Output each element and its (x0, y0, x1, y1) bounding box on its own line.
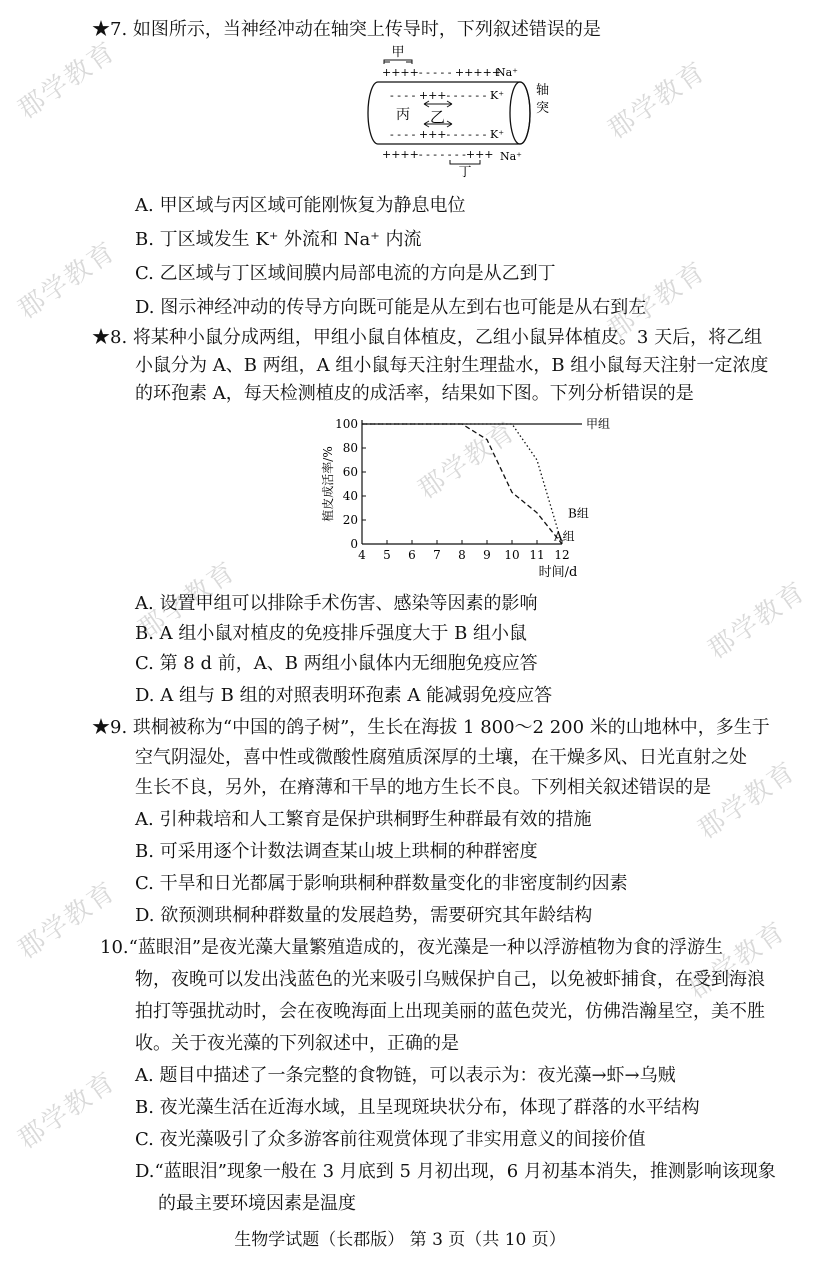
y-tick-label: 40 (342, 489, 358, 503)
legend-label-b: B组 (568, 506, 589, 521)
x-tick-label: 5 (383, 548, 391, 562)
x-tick-label: 6 (408, 548, 416, 562)
x-tick-label: 10 (504, 548, 520, 562)
q9-option-b: B. 可采用逐个计数法调查某山坡上珙桐的种群密度 (135, 841, 538, 862)
question-9-stem-line-1: ★9. 珙桐被称为“中国的鸽子树”，生长在海拔 1 800～2 200 米的山地林中，多生于 (92, 717, 770, 738)
label-axon-1: 轴 (536, 83, 550, 98)
question-7-stem: ★7. 如图所示，当神经冲动在轴突上传导时，下列叙述错误的是 (92, 19, 601, 40)
q10-option-d-line-1: D.“蓝眼泪”现象一般在 3 月底到 5 月初出现，6 月初基本消失，推测影响该现象 (135, 1161, 776, 1182)
watermark: 郡学教育 (602, 56, 712, 145)
charge-bottom-outer: ++++- - - - - - -+++ (382, 148, 494, 161)
question-10-stem-line-1: 10.“蓝眼泪”是夜光藻大量繁殖造成的，夜光藻是一种以浮游植物为食的浮游生 (100, 937, 724, 958)
watermark: 郡学教育 (602, 256, 712, 345)
watermark: 郡学教育 (12, 36, 122, 125)
q7-option-c: C. 乙区域与丁区域间膜内局部电流的方向是从乙到丁 (135, 263, 556, 284)
y-tick-label: 80 (342, 441, 358, 455)
q8-option-c: C. 第 8 d 前，A、B 两组小鼠体内无细胞免疫应答 (135, 653, 538, 674)
q8-option-d: D. A 组与 B 组的对照表明环孢素 A 能减弱免疫应答 (135, 685, 553, 706)
x-tick-label: 11 (529, 548, 545, 562)
question-8-stem-line-1: ★8. 将某种小鼠分成两组，甲组小鼠自体植皮，乙组小鼠异体植皮。3 天后，将乙组 (92, 327, 763, 348)
y-tick-label: 0 (350, 537, 358, 551)
q9-option-d: D. 欲预测珙桐种群数量的发展趋势，需要研究其年龄结构 (135, 905, 593, 926)
x-tick-label: 9 (483, 548, 491, 562)
page-footer: 生物学试题（长郡版） 第 3 页（共 10 页） (234, 1230, 566, 1250)
y-tick-label: 100 (335, 417, 358, 431)
q10-option-d-line-2: 的最主要环境因素是温度 (158, 1193, 356, 1214)
series-line-B组 (362, 424, 562, 544)
x-tick-label: 8 (458, 548, 466, 562)
q9-option-a: A. 引种栽培和人工繁育是保护珙桐野生种群最有效的措施 (135, 809, 592, 830)
label-yi: 乙 (430, 108, 446, 126)
watermark: 郡学教育 (412, 416, 522, 505)
axon-diagram (330, 42, 560, 178)
y-tick-label: 60 (342, 465, 358, 479)
question-9-stem-line-2: 空气阴湿处，喜中性或微酸性腐殖质深厚的土壤，在干燥多风、日光直射之处 (135, 747, 747, 768)
label-ding: 丁 (458, 165, 472, 180)
legend-label-jia: 甲组 (586, 417, 611, 431)
q7-option-a: A. 甲区域与丙区域可能刚恢复为静息电位 (135, 195, 466, 216)
x-tick-label: 12 (554, 548, 570, 562)
question-9-stem-line-3: 生长不良，另外，在瘠薄和干旱的地方生长不良。下列相关叙述错误的是 (135, 777, 711, 798)
watermark: 郡学教育 (702, 576, 812, 665)
charge-inner-lower: - - - - +++- - - - - - (390, 128, 487, 141)
watermark: 郡学教育 (692, 756, 802, 845)
question-8-stem-line-2: 小鼠分为 A、B 两组，A 组小鼠每天注射生理盐水，B 组小鼠每天注射一定浓度 (135, 355, 769, 376)
ion-na-top: Na⁺ (496, 66, 518, 79)
ion-k-upper: K⁺ (490, 89, 505, 102)
watermark: 郡学教育 (12, 236, 122, 325)
question-10-stem-line-4: 收。关于夜光藻的下列叙述中，正确的是 (135, 1033, 459, 1054)
q10-option-c: C. 夜光藻吸引了众多游客前往观赏体现了非实用意义的间接价值 (135, 1129, 646, 1150)
q8-option-b: B. A 组小鼠对植皮的免疫排斥强度大于 B 组小鼠 (135, 623, 528, 644)
watermark: 郡学教育 (682, 916, 792, 1005)
q9-option-c: C. 干旱和日光都属于影响珙桐种群数量变化的非密度制约因素 (135, 873, 628, 894)
watermark: 郡学教育 (12, 1066, 122, 1155)
series-line-A组 (362, 424, 562, 544)
ion-na-bottom: Na⁺ (500, 150, 522, 163)
q7-option-b: B. 丁区域发生 K⁺ 外流和 Na⁺ 内流 (135, 229, 422, 250)
x-axis-label: 时间/d (538, 565, 578, 580)
question-10-stem-line-3: 拍打等强扰动时，会在夜晚海面上出现美丽的蓝色荧光，仿佛浩瀚星空，美不胜 (135, 1001, 765, 1022)
legend-label-a: A组 (554, 529, 575, 544)
question-10-stem-line-2: 物，夜晚可以发出浅蓝色的光来吸引乌贼保护自己，以免被虾捕食，在受到海浪 (135, 969, 765, 990)
label-jia: 甲 (391, 45, 405, 60)
y-axis-label: 植皮成活率/% (321, 446, 335, 522)
watermark: 郡学教育 (132, 556, 242, 645)
charge-inner-upper: - - - - +++- - - - - - (390, 89, 487, 102)
label-bing: 丙 (396, 107, 410, 123)
label-axon-2: 突 (536, 101, 550, 116)
watermark: 郡学教育 (12, 876, 122, 965)
x-tick-label: 4 (358, 548, 366, 562)
y-tick-label: 20 (342, 513, 358, 527)
x-tick-label: 7 (433, 548, 441, 562)
q10-option-b: B. 夜光藻生活在近海水域，且呈现斑块状分布，体现了群落的水平结构 (135, 1097, 700, 1118)
skin-graft-chart (316, 410, 616, 590)
ion-k-lower: K⁺ (490, 128, 505, 141)
q8-option-a: A. 设置甲组可以排除手术伤害、感染等因素的影响 (135, 593, 538, 614)
q10-option-a: A. 题目中描述了一条完整的食物链，可以表示为：夜光藻→虾→乌贼 (135, 1065, 676, 1086)
question-8-stem-line-3: 的环孢素 A，每天检测植皮的成活率，结果如下图。下列分析错误的是 (135, 383, 694, 404)
q7-option-d: D. 图示神经冲动的传导方向既可能是从左到右也可能是从右到左 (135, 297, 647, 318)
charge-top-outer: ++++- - - - - +++++ (382, 66, 502, 79)
